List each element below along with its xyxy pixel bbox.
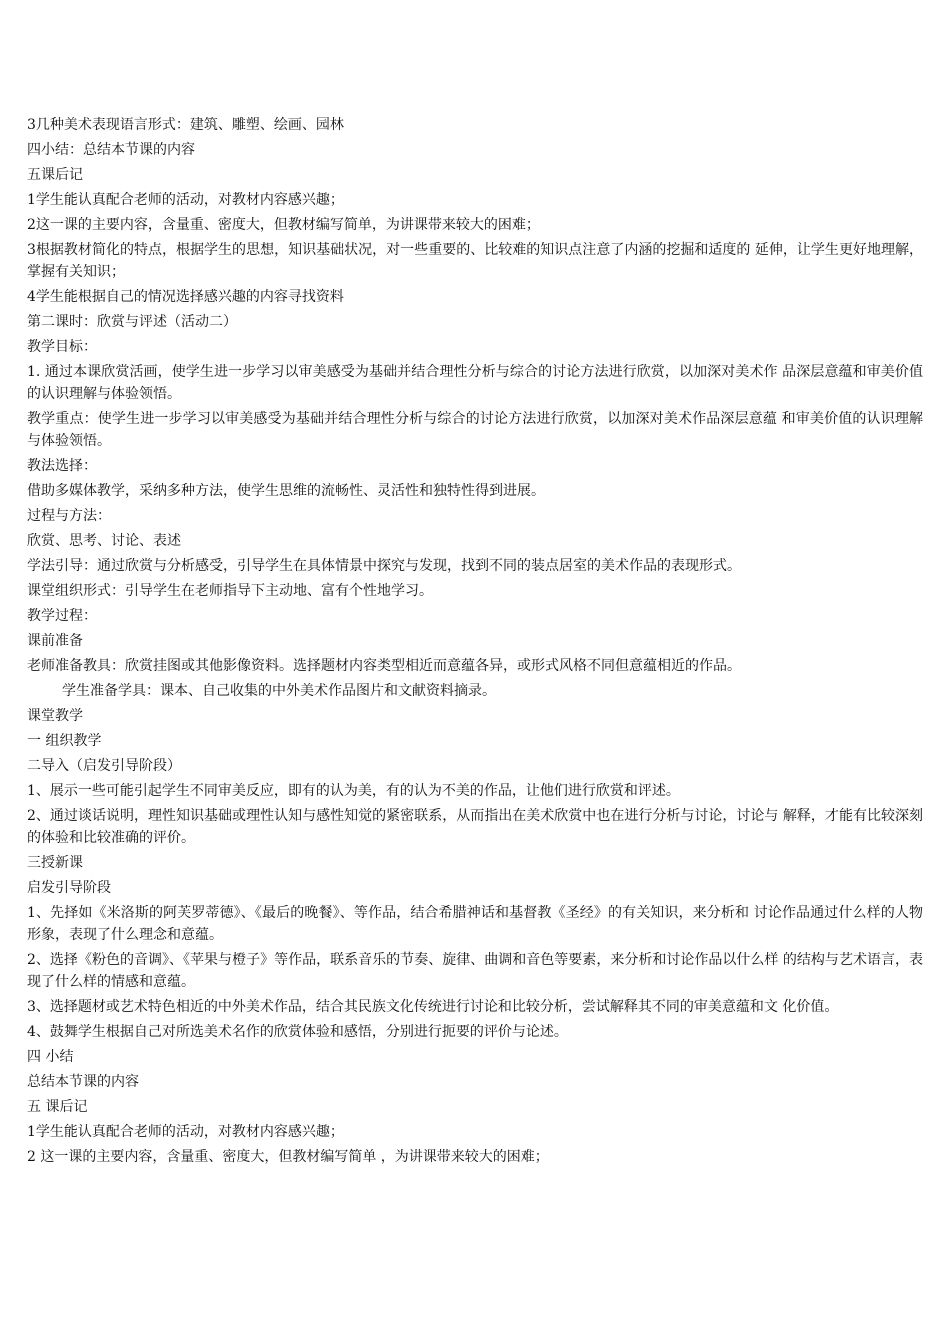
text-line: 总结本节课的内容 xyxy=(27,1074,139,1090)
text-paragraph: 3根据教材简化的特点，根据学生的思想，知识基础状况，对一些重要的、比较难的知识点注意了内涵的挖掘和适度的 延伸，让学生更好地理解，掌握有关知识； xyxy=(27,242,923,280)
text-paragraph: 3、选择题材或艺术特色相近的中外美术作品，结合其民族文化传统进行讨论和比较分析，尝试解释其不同的审美意蕴和文 化价值。 xyxy=(27,999,839,1015)
text-line: 课堂组织形式：引导学生在老师指导下主动地、富有个性地学习。 xyxy=(27,583,433,599)
text-line: 教法选择： xyxy=(27,458,97,474)
text-line: 2这一课的主要内容，含量重、密度大，但教材编写简单，为讲课带来较大的困难； xyxy=(27,217,540,233)
text-line: 2 这一课的主要内容，含量重、密度大，但教材编写简单 ，为讲课带来较大的困难； xyxy=(27,1149,549,1165)
text-line: 一 组织教学 xyxy=(27,733,102,749)
text-line: 四 小结 xyxy=(27,1049,74,1065)
text-line: 1学生能认真配合老师的活动，对教材内容感兴趣； xyxy=(27,1124,344,1140)
text-line: 二导入（启发引导阶段） xyxy=(27,758,181,774)
document-body xyxy=(27,114,923,1171)
text-line: 教学过程： xyxy=(27,608,97,624)
section-heading: 第二课时：欣赏与评述（活动二） xyxy=(27,314,237,330)
text-line: 课前准备 xyxy=(27,633,83,649)
text-paragraph: 1、先择如《米洛斯的阿芙罗蒂德》、《最后的晚餐》、等作品，结合希腊神话和基督教《圣经》的有关知识，来分析和 讨论作品通过什么样的人物形象，表现了什么理念和意蕴。 xyxy=(27,905,923,943)
text-line: 1学生能认真配合老师的活动，对教材内容感兴趣； xyxy=(27,192,344,208)
text-line: 课堂教学 xyxy=(27,708,83,724)
text-line: 3几种美术表现语言形式：建筑、雕塑、绘画、园林 xyxy=(27,117,344,133)
text-line: 老师准备教具：欣赏挂图或其他影像资料。选择题材内容类型相近而意蕴各异，或形式风格不同但意蕴相近的作品。 xyxy=(27,658,741,674)
text-line: 4学生能根据自己的情况选择感兴趣的内容寻找资料 xyxy=(27,289,344,305)
text-line: 过程与方法： xyxy=(27,508,111,524)
text-line: 启发引导阶段 xyxy=(27,880,111,896)
text-paragraph: 1. 通过本课欣赏活画，使学生进一步学习以审美感受为基础并结合理性分析与综合的讨论方法进行欣赏，以加深对美术作 品深层意蕴和审美价值的认识理解与体验领悟。 xyxy=(27,364,923,402)
text-line: 教学目标： xyxy=(27,339,97,355)
text-line: 1、展示一些可能引起学生不同审美反应，即有的认为美，有的认为不美的作品，让他们进行欣赏和评述。 xyxy=(27,783,680,799)
text-line: 三授新课 xyxy=(27,855,83,871)
text-paragraph: 2、通过谈话说明，理性知识基础或理性认知与感性知觉的紧密联系，从而指出在美术欣赏中也在进行分析与讨论，讨论与 解释，才能有比较深刻的体验和比较准确的评价。 xyxy=(27,808,923,846)
text-line: 五课后记 xyxy=(27,167,83,183)
text-line: 欣赏、思考、讨论、表述 xyxy=(27,533,181,549)
text-line: 学法引导：通过欣赏与分析感受，引导学生在具体情景中探究与发现，找到不同的装点居室的美术作品的表现形式。 xyxy=(27,558,741,574)
text-paragraph: 2、选择《粉色的音调》、《苹果与橙子》等作品，联系音乐的节奏、旋律、曲调和音色等要素，来分析和讨论作品以什么样 的结构与艺术语言，表现了什么样的情感和意蕴。 xyxy=(27,952,923,990)
text-line: 学生准备学具：课本、自己收集的中外美术作品图片和文献资料摘录。 xyxy=(62,683,496,699)
text-paragraph: 教学重点：使学生进一步学习以审美感受为基础并结合理性分析与综合的讨论方法进行欣赏，以加深对美术作品深层意蕴 和审美价值的认识理解与体验领悟。 xyxy=(27,411,923,449)
text-line: 四小结：总结本节课的内容 xyxy=(27,142,195,158)
text-line: 借助多媒体教学，采纳多种方法，使学生思维的流畅性、灵活性和独特性得到进展。 xyxy=(27,483,545,499)
text-line: 五 课后记 xyxy=(27,1099,88,1115)
text-line: 4、鼓舞学生根据自己对所选美术名作的欣赏体验和感悟，分别进行扼要的评价与论述。 xyxy=(27,1024,568,1040)
